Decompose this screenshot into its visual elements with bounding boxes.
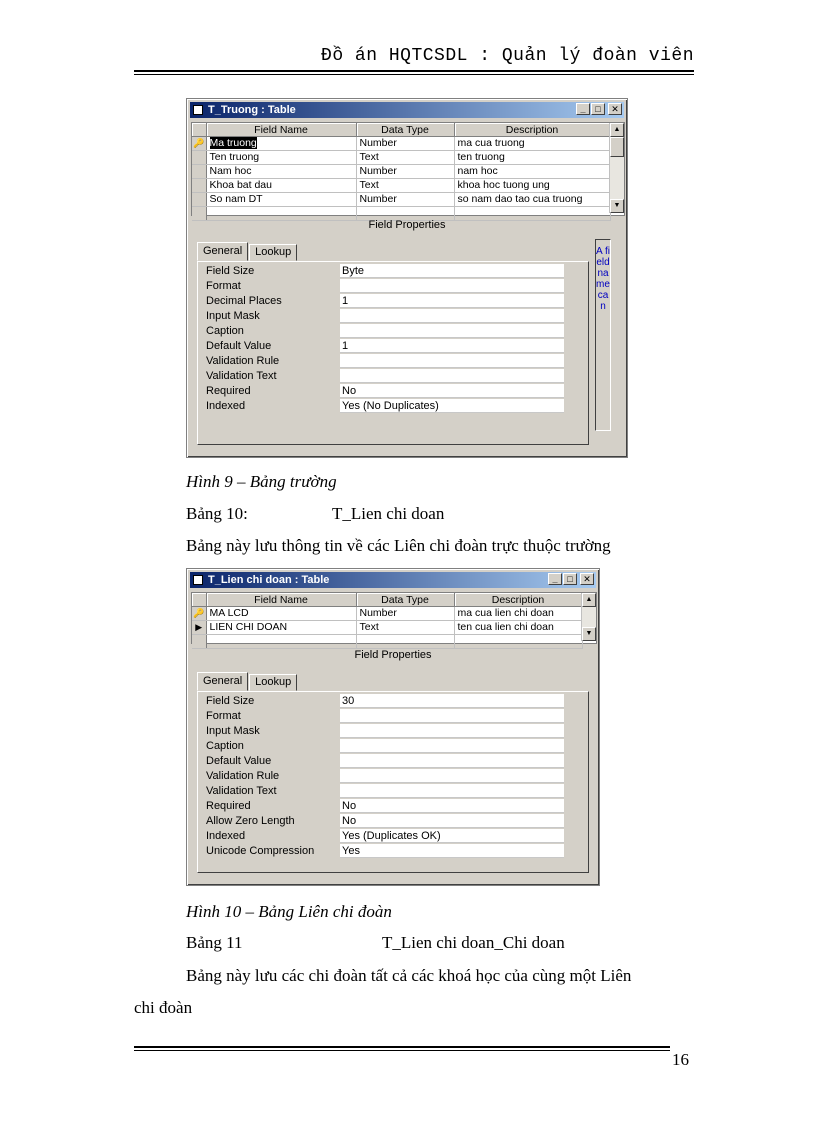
table-10-name: T_Lien chi doan <box>332 504 445 523</box>
property-tabs[interactable] <box>197 674 298 691</box>
property-row[interactable]: Input Mask <box>198 309 588 324</box>
field-grid[interactable] <box>191 592 597 644</box>
primary-key-icon[interactable]: 🔑 <box>192 137 206 151</box>
table-row[interactable]: Ten truong Text ten truong <box>192 151 610 165</box>
table-design-window-t-truong[interactable] <box>186 98 628 458</box>
grid-scrollbar[interactable] <box>609 123 624 213</box>
tab-general[interactable]: General <box>197 672 248 691</box>
property-row[interactable]: Caption <box>198 324 588 339</box>
window-title: T_Truong : Table <box>208 104 296 116</box>
table-11-name: T_Lien chi doan_Chi doan <box>382 933 565 952</box>
column-header[interactable]: Field Name <box>206 123 356 137</box>
grid-scrollbar[interactable] <box>581 593 596 641</box>
header-rule <box>134 70 694 72</box>
property-row[interactable]: Unicode Compression Yes <box>198 844 588 859</box>
property-row[interactable]: Default Value <box>198 754 588 769</box>
maximize-button[interactable]: □ <box>591 103 605 115</box>
primary-key-icon[interactable]: 🔑 <box>192 607 206 621</box>
table-row[interactable]: So nam DT Number so nam dao tao cua truong <box>192 193 610 207</box>
property-row[interactable]: Allow Zero Length No <box>198 814 588 829</box>
row-selector[interactable] <box>192 193 206 207</box>
minimize-button[interactable]: _ <box>548 573 562 585</box>
row-selector[interactable] <box>192 179 206 193</box>
scroll-up-icon[interactable]: ▲ <box>610 123 624 137</box>
general-tab-panel <box>197 261 589 445</box>
table-row[interactable] <box>192 635 582 649</box>
table-10-label: Bảng 10: <box>186 504 248 523</box>
paragraph-1: Bảng này lưu thông tin về các Liên chi đoàn trực thuộc trường <box>186 536 611 555</box>
footer-rule-thin <box>134 1050 670 1051</box>
property-row[interactable]: Format <box>198 709 588 724</box>
window-title: T_Lien chi doan : Table <box>208 574 330 586</box>
figure-caption-10: Hình 10 – Bảng Liên chi đoàn <box>186 902 392 921</box>
column-header[interactable]: Description <box>454 593 582 607</box>
property-row[interactable]: Required No <box>198 384 588 399</box>
table-row[interactable]: Nam hoc Number nam hoc <box>192 165 610 179</box>
property-row[interactable]: Field Size 30 <box>198 694 588 709</box>
property-row[interactable]: Decimal Places 1 <box>198 294 588 309</box>
window-titlebar[interactable] <box>190 572 596 588</box>
table-row[interactable]: 🔑 Ma truong Number ma cua truong <box>192 137 610 151</box>
field-grid[interactable] <box>191 122 625 216</box>
property-row[interactable]: Default Value 1 <box>198 339 588 354</box>
table-row[interactable]: 🔑 MA LCD Number ma cua lien chi doan <box>192 607 582 621</box>
general-tab-panel <box>197 691 589 873</box>
property-row[interactable]: Validation Text <box>198 784 588 799</box>
scroll-up-icon[interactable]: ▲ <box>582 593 596 607</box>
column-header[interactable]: Field Name <box>206 593 356 607</box>
figure-caption-9: Hình 9 – Bảng trường <box>186 472 337 491</box>
property-row[interactable]: Indexed Yes (Duplicates OK) <box>198 829 588 844</box>
property-row[interactable]: Input Mask <box>198 724 588 739</box>
current-row-arrow-icon[interactable]: ▶ <box>192 621 206 635</box>
property-tabs[interactable] <box>197 244 298 261</box>
table-row[interactable]: ▶ LIEN CHI DOAN Text ten cua lien chi doan <box>192 621 582 635</box>
field-properties-label: Field Properties <box>354 649 432 661</box>
column-header[interactable]: Description <box>454 123 610 137</box>
scroll-down-icon[interactable]: ▼ <box>610 199 624 213</box>
paragraph-2-line-1: Bảng này lưu các chi đoàn tất cả các khoá học của cùng một Liên <box>186 966 632 985</box>
property-row[interactable]: Required No <box>198 799 588 814</box>
close-button[interactable]: ✕ <box>608 103 622 115</box>
close-button[interactable]: ✕ <box>580 573 594 585</box>
maximize-button[interactable]: □ <box>563 573 577 585</box>
property-row[interactable]: Validation Rule <box>198 769 588 784</box>
footer-rule <box>134 1046 670 1048</box>
scroll-thumb[interactable] <box>610 137 624 157</box>
header-rule-thin <box>134 74 694 75</box>
table-11-label: Bảng 11 <box>186 933 243 952</box>
table-icon <box>193 105 203 115</box>
property-row[interactable]: Validation Text <box>198 369 588 384</box>
property-row[interactable]: Field Size Byte <box>198 264 588 279</box>
tab-lookup[interactable]: Lookup <box>249 674 297 691</box>
field-properties-label: Field Properties <box>368 219 446 231</box>
window-titlebar[interactable] <box>190 102 624 118</box>
table-design-window-t-lien-chi-doan[interactable] <box>186 568 600 886</box>
page-number: 16 <box>672 1050 689 1069</box>
table-row[interactable]: Khoa bat dau Text khoa hoc tuong ung <box>192 179 610 193</box>
row-selector[interactable] <box>192 151 206 165</box>
property-row[interactable]: Caption <box>198 739 588 754</box>
column-header[interactable]: Data Type <box>356 123 454 137</box>
help-panel: A field name can <box>595 239 611 431</box>
column-header[interactable]: Data Type <box>356 593 454 607</box>
property-row[interactable]: Format <box>198 279 588 294</box>
property-row[interactable]: Validation Rule <box>198 354 588 369</box>
row-selector[interactable] <box>192 165 206 179</box>
scroll-down-icon[interactable]: ▼ <box>582 627 596 641</box>
tab-lookup[interactable]: Lookup <box>249 244 297 261</box>
paragraph-2-line-2: chi đoàn <box>134 998 193 1017</box>
table-icon <box>193 575 203 585</box>
page-header-title: Đồ án HQTCSDL : Quản lý đoàn viên <box>321 46 694 66</box>
property-row[interactable]: Indexed Yes (No Duplicates) <box>198 399 588 414</box>
tab-general[interactable]: General <box>197 242 248 261</box>
minimize-button[interactable]: _ <box>576 103 590 115</box>
